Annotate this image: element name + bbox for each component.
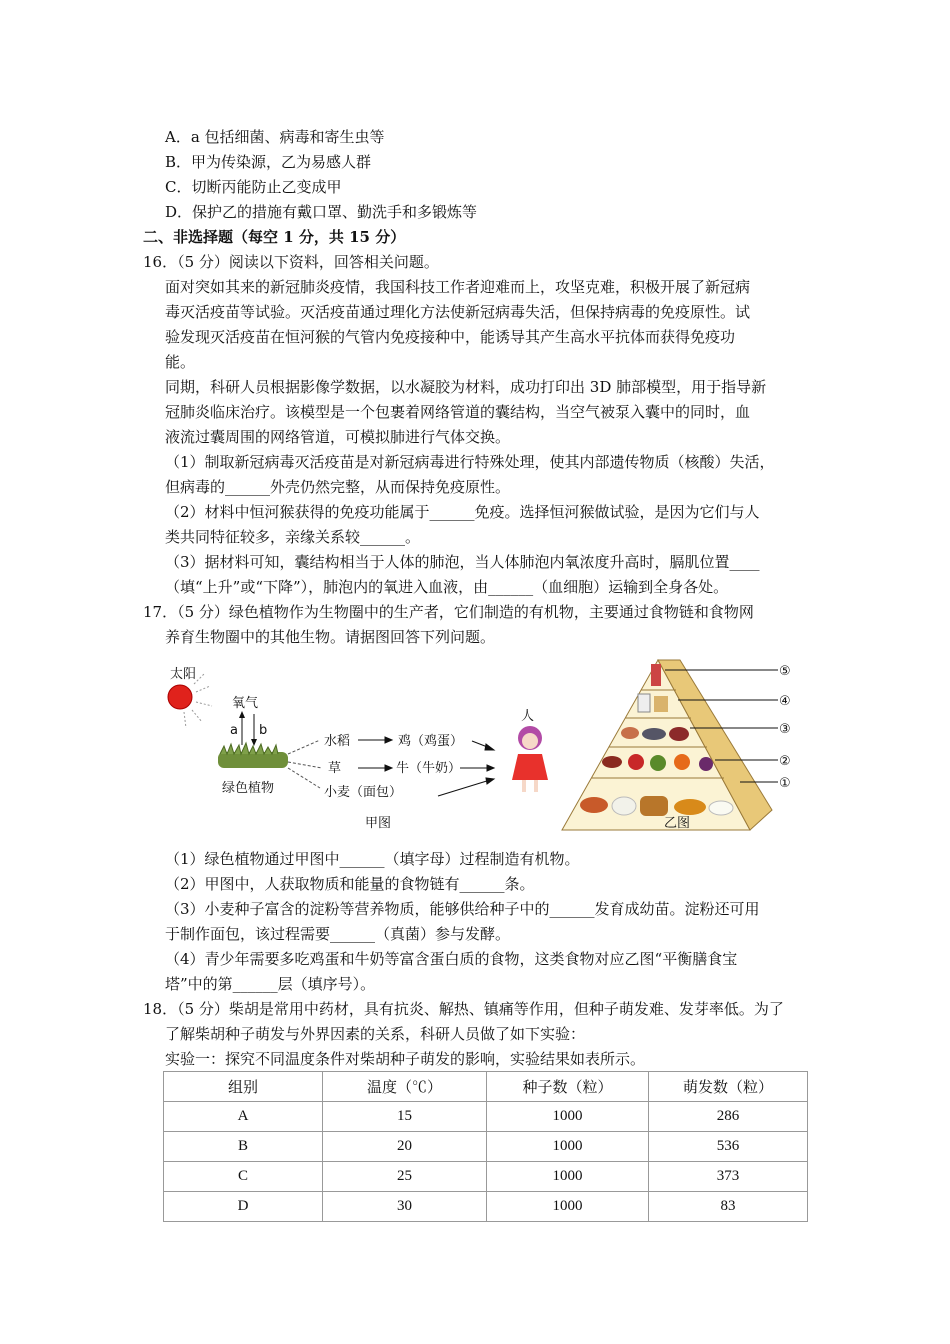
table-cell: 536 bbox=[649, 1132, 808, 1162]
q17-line: 于制作面包，该过程需要______（真菌）参与发酵。 bbox=[165, 925, 511, 943]
table-cell: 1000 bbox=[487, 1192, 649, 1222]
rice-label: 水稻 bbox=[324, 734, 351, 749]
plant-label: 绿色植物 bbox=[222, 781, 275, 796]
table-row bbox=[164, 1162, 808, 1192]
q18-table bbox=[163, 1071, 808, 1222]
q16-line: 但病毒的______外壳仍然完整，从而保持免疫原性。 bbox=[165, 478, 511, 496]
table-row bbox=[164, 1192, 808, 1222]
level-label: ③ bbox=[779, 722, 791, 737]
level-label: ⑤ bbox=[779, 664, 791, 679]
q18-exp: 实验一：探究不同温度条件对柴胡种子萌发的影响，实验结果如表所示。 bbox=[165, 1050, 646, 1068]
label-a: a bbox=[230, 723, 238, 738]
table-cell: A bbox=[164, 1102, 323, 1132]
table-header-cell: 组别 bbox=[164, 1072, 323, 1102]
table-cell: 20 bbox=[323, 1132, 487, 1162]
table-cell: 1000 bbox=[487, 1132, 649, 1162]
wheat-label: 小麦（面包） bbox=[324, 785, 403, 800]
table-header-cell: 种子数（粒） bbox=[487, 1072, 649, 1102]
table-header bbox=[164, 1072, 808, 1102]
table-cell: C bbox=[164, 1162, 323, 1192]
person-icon bbox=[512, 726, 548, 792]
sun-label: 太阳 bbox=[170, 667, 197, 682]
q17-head: 17．（5 分）绿色植物作为生物圈中的生产者，它们制造的有机物，主要通过食物链和食物网 bbox=[143, 603, 754, 621]
caption-b: 乙图 bbox=[664, 816, 691, 831]
table-cell: 373 bbox=[649, 1162, 808, 1192]
table-row bbox=[164, 1102, 808, 1132]
q16-line: （3）据材料可知，囊结构相当于人体的肺泡，当人体肺泡内氧浓度升高时，膈肌位置____ bbox=[165, 553, 760, 571]
chicken-label: 鸡（鸡蛋） bbox=[398, 734, 464, 749]
option-d: D．保护乙的措施有戴口罩、勤洗手和多锻炼等 bbox=[165, 203, 478, 221]
q17-line: （1）绿色植物通过甲图中______（填字母）过程制造有机物。 bbox=[165, 850, 580, 868]
oxygen-label: 氧气 bbox=[232, 696, 259, 711]
q16-line: 面对突如其来的新冠肺炎疫情，我国科技工作者迎难而上，攻坚克难，积极开展了新冠病 bbox=[165, 278, 751, 296]
table-cell: 286 bbox=[649, 1102, 808, 1132]
table-cell: D bbox=[164, 1192, 323, 1222]
q16-line: （2）材料中恒河猴获得的免疫功能属于______免疫。选择恒河猴做试验，是因为它们与人 bbox=[165, 503, 760, 521]
q17-head2: 养育生物圈中的其他生物。请据图回答下列问题。 bbox=[165, 628, 496, 646]
q18-head2: 了解柴胡种子萌发与外界因素的关系，科研人员做了如下实验： bbox=[165, 1025, 586, 1043]
q17-line: （3）小麦种子富含的淀粉等营养物质，能够供给种子中的______发育成幼苗。淀粉还可用 bbox=[165, 900, 760, 918]
table-header-cell: 萌发数（粒） bbox=[649, 1072, 808, 1102]
caption-a: 甲图 bbox=[365, 816, 392, 831]
q16-line: （填“上升”或“下降”），肺泡内的氧进入血液，由______（血细胞）运输到全身各处。 bbox=[165, 578, 729, 596]
q16-line: （1）制取新冠病毒灭活疫苗是对新冠病毒进行特殊处理，使其内部遗传物质（核酸）失活， bbox=[165, 453, 775, 471]
option-a: A．a 包括细菌、病毒和寄生虫等 bbox=[165, 128, 385, 146]
label-b: b bbox=[259, 723, 268, 738]
table-row bbox=[164, 1132, 808, 1162]
q16-line: 冠肺炎临床治疗。该模型是一个包裹着网络管道的囊结构，当空气被泵入囊中的同时，血 bbox=[165, 403, 751, 421]
sun-icon bbox=[168, 685, 192, 709]
q16-line: 毒灭活疫苗等试验。灭活疫苗通过理化方法使新冠病毒失活，但保持病毒的免疫原性。试 bbox=[165, 303, 751, 321]
option-c: C．切断丙能防止乙变成甲 bbox=[165, 178, 342, 196]
q16-head: 16．（5 分）阅读以下资料，回答相关问题。 bbox=[143, 253, 439, 271]
q16-line: 液流过囊周围的网络管道，可模拟肺进行气体交换。 bbox=[165, 428, 511, 446]
q17-figure bbox=[160, 650, 800, 835]
table-cell: 83 bbox=[649, 1192, 808, 1222]
q16-line: 验发现灭活疫苗在恒河猴的气管内免疫接种中，能诱导其产生高水平抗体而获得免疫功 bbox=[165, 328, 736, 346]
q17-line: （4）青少年需要多吃鸡蛋和牛奶等富含蛋白质的食物，这类食物对应乙图“平衡膳食宝 bbox=[165, 950, 738, 968]
table-cell: 30 bbox=[323, 1192, 487, 1222]
section-title: 二、非选择题（每空 1 分，共 15 分） bbox=[143, 228, 406, 246]
table-cell: 25 bbox=[323, 1162, 487, 1192]
level-label: ② bbox=[779, 754, 791, 769]
q16-line: 同期，科研人员根据影像学数据，以水凝胶为材料，成功打印出 3D 肺部模型，用于指导新 bbox=[165, 378, 767, 396]
level-label: ④ bbox=[779, 694, 791, 709]
q17-line: 塔”中的第______层（填序号）。 bbox=[165, 975, 376, 993]
grass-label: 草 bbox=[328, 761, 342, 776]
table-cell: 15 bbox=[323, 1102, 487, 1132]
table-header-cell: 温度（℃） bbox=[323, 1072, 487, 1102]
q18-head: 18．（5 分）柴胡是常用中药材，具有抗炎、解热、镇痛等作用，但种子萌发难、发芽率低。为了 bbox=[143, 1000, 784, 1018]
table-cell: 1000 bbox=[487, 1162, 649, 1192]
q16-line: 能。 bbox=[165, 353, 196, 371]
level-label: ① bbox=[779, 776, 791, 791]
option-b: B．甲为传染源，乙为易感人群 bbox=[165, 153, 372, 171]
table-cell: 1000 bbox=[487, 1102, 649, 1132]
table-cell: B bbox=[164, 1132, 323, 1162]
q17-line: （2）甲图中，人获取物质和能量的食物链有______条。 bbox=[165, 875, 535, 893]
person-label: 人 bbox=[521, 709, 535, 724]
q16-line: 类共同特征较多，亲缘关系较______。 bbox=[165, 528, 421, 546]
cow-label: 牛（牛奶） bbox=[396, 761, 462, 776]
grass-icon bbox=[218, 743, 288, 768]
